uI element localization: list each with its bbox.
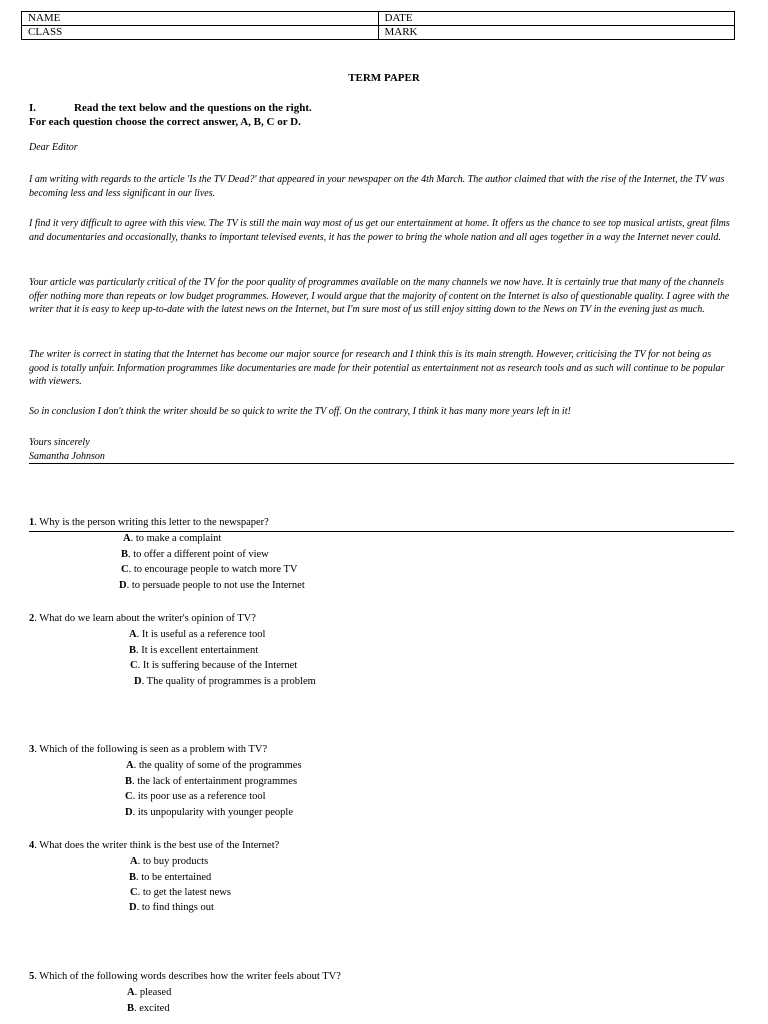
letter-paragraph-4: The writer is correct in stating that the Internet has become our major source for research and I think this is its main strength. However, criticising the TV for not being as good is totally unfair. Information programmes like documentaries are made for their potential as entertainment not as research tools and as such will continue to be popular with viewers. [29, 349, 725, 388]
option-4d: D. to find things out [129, 902, 214, 913]
option-5b: B. excited [127, 1003, 170, 1014]
letter-greeting: Dear Editor [29, 142, 78, 153]
option-3b: B. the lack of entertainment programmes [125, 776, 298, 787]
instruction-line-2: For each question choose the correct answer, A, B, C or D. [29, 116, 301, 128]
option-3a: A. the quality of some of the programmes [126, 760, 302, 771]
class-field: CLASS [22, 26, 379, 40]
option-3c: C. its poor use as a reference tool [125, 791, 266, 802]
option-2a: A. It is useful as a reference tool [129, 629, 266, 640]
letter-signature: Samantha Johnson [29, 451, 105, 462]
mark-field: MARK [378, 26, 735, 40]
option-4a: A. to buy products [130, 856, 209, 867]
date-field: DATE [378, 12, 735, 26]
letter-paragraph-1: I am writing with regards to the article 'Is the TV Dead?' that appeared in your newspaper on the 4th March. The author claimed that with the rise of the Internet, the TV was becoming less and less significant in our lives. [29, 174, 725, 199]
instruction-line-1: Read the text below and the questions on the right. [74, 102, 312, 114]
divider [29, 463, 734, 464]
option-1c: C. to encourage people to watch more TV [121, 564, 298, 575]
option-2b: B. It is excellent entertainment [129, 645, 259, 656]
name-field: NAME [22, 12, 379, 26]
question-5: 5. Which of the following words describes how the writer feels about TV? [29, 971, 341, 982]
option-2d: D. The quality of programmes is a problem [134, 676, 316, 687]
question-1 [29, 516, 269, 530]
section-number: I. [29, 102, 37, 114]
option-5a: A. pleased [127, 987, 172, 998]
student-info-table [21, 11, 735, 40]
letter-paragraph-3: Your article was particularly critical of the TV for the poor quality of programmes available on the many channels we now have. It is certainly true that many of the channels offer nothing more than repeats or low budget programmes. However, I would argue that the majority of content on the Internet is also of questionable quality. I agree with the writer that it is easy to keep up-to-date with the latest news on the Internet, but I'm sure most of us still enjoy sitting down to the News on TV in the evening just as much. [29, 277, 730, 316]
option-3d: D. its unpopularity with younger people [125, 807, 293, 818]
instructions [29, 101, 312, 129]
option-1d: D. to persuade people to not use the Internet [119, 580, 305, 591]
option-2c: C. It is suffering because of the Internet [130, 660, 298, 671]
option-4c: C. to get the latest news [130, 887, 231, 898]
question-4: 4. What does the writer think is the best use of the Internet? [29, 840, 280, 851]
question-text: . Why is the person writing this letter to the newspaper? [34, 517, 269, 528]
letter-closing: Yours sincerely [29, 437, 90, 448]
question-number: 1 [29, 517, 35, 528]
question-3: 3. Which of the following is seen as a problem with TV? [29, 744, 268, 755]
option-1b: B. to offer a different point of view [121, 549, 269, 560]
option-1a: A. to make a complaint [123, 533, 222, 544]
letter-paragraph-5: So in conclusion I don't think the writer should be so quick to write the TV off. On the contrary, I think it has many more years left in it! [29, 406, 571, 417]
option-4b: B. to be entertained [129, 872, 212, 883]
question-2: 2. What do we learn about the writer's opinion of TV? [29, 613, 256, 624]
letter-paragraph-2: I find it very difficult to agree with this view. The TV is still the main way most of us get our entertainment at home. It offers us the chance to see top musical artists, great films and documentaries and occasionally, thanks to important televised events, it has the power to bring the whole nation and all ages together in a way the Internet never could. [29, 218, 730, 243]
page-title: TERM PAPER [348, 72, 420, 84]
